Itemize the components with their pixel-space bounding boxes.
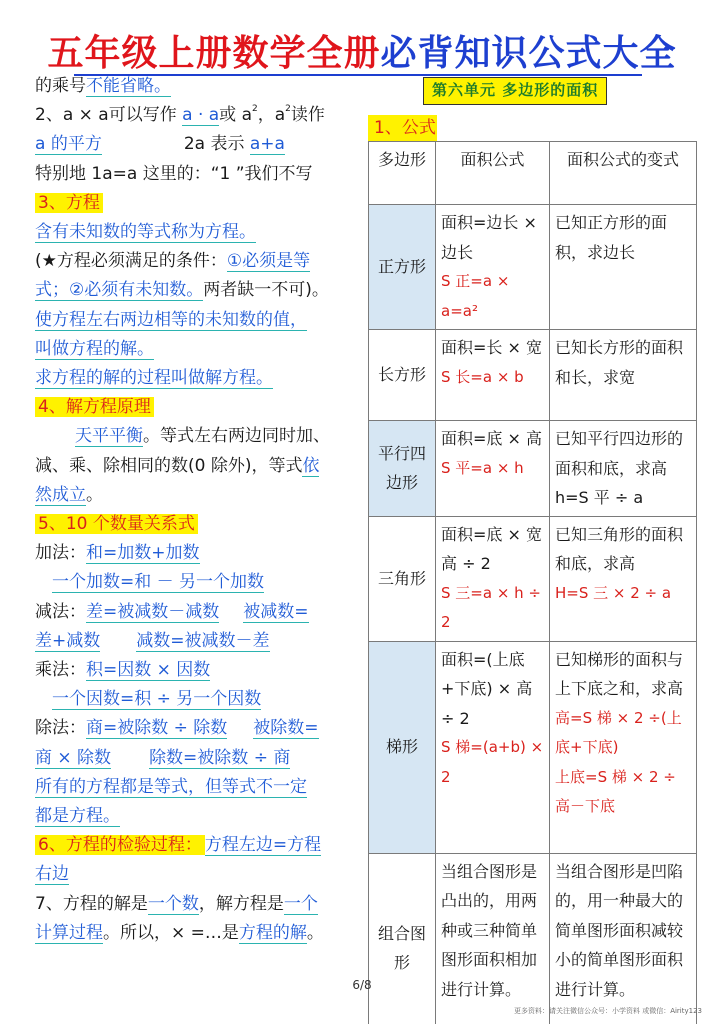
underlined-text: a 的平方 xyxy=(35,134,102,155)
underlined-text: 计算过程 xyxy=(35,922,103,943)
underlined-text: 一个因数=积 ÷ 另一个因数 xyxy=(52,689,262,710)
footer-note: 更多资料：请关注微信公众号：小学资料 或微信：Airity123 xyxy=(513,1007,702,1015)
text: 。 xyxy=(306,922,324,943)
unit-6-heading: 第六单元 多边形的面积 xyxy=(423,77,607,105)
area-formula-table xyxy=(368,141,697,1024)
line-26 xyxy=(35,802,353,831)
underlined-text: 都是方程。 xyxy=(35,806,120,827)
table-row xyxy=(369,516,697,641)
line-12 xyxy=(35,393,353,422)
row-formula xyxy=(436,205,550,330)
line-20 xyxy=(35,627,353,656)
text: 2、 xyxy=(35,105,63,126)
line-27 xyxy=(35,831,353,860)
underlined-text: 被除数= xyxy=(253,718,319,739)
formula-text: 面积=边长 × 边长 xyxy=(441,213,537,262)
line-22 xyxy=(35,685,353,714)
text: 减法： xyxy=(35,601,86,622)
table-row xyxy=(369,205,697,330)
row-shape: 平行四边形 xyxy=(369,421,436,517)
text: 乘法： xyxy=(35,660,86,681)
formula-symbolic: S 三=a × h ÷ 2 xyxy=(441,583,541,631)
text: a × a xyxy=(62,105,109,126)
row-variant: 已知正方形的面积，求边长 xyxy=(550,205,697,330)
line-3 xyxy=(35,130,353,159)
table-header-row xyxy=(369,142,697,205)
section-4-heading: 4、解方程原理 xyxy=(35,397,154,417)
formula-text: 面积=长 × 宽 xyxy=(441,338,542,357)
underlined-text: 式；②必须有未知数。 xyxy=(35,280,204,301)
underlined-text: 然成立 xyxy=(35,484,86,505)
formula-symbolic: S 长=a × b xyxy=(441,367,524,386)
line-30 xyxy=(35,919,353,948)
line-17 xyxy=(35,539,353,568)
text: ，a xyxy=(257,105,286,126)
underlined-text: 商 × 除数 xyxy=(35,747,112,768)
text: 除法： xyxy=(35,718,86,739)
line-19 xyxy=(35,598,353,627)
underlined-text: 使方程左右两边相等的未知数的值， xyxy=(35,309,307,330)
formula-text: 面积=底 × 高 xyxy=(441,429,542,448)
underlined-text: 叫做方程的解。 xyxy=(35,338,154,359)
formula-symbolic: S 平=a × h xyxy=(441,458,524,477)
text: 或 a xyxy=(219,105,252,126)
row-formula xyxy=(436,641,550,853)
left-column xyxy=(35,72,353,948)
line-16 xyxy=(35,510,353,539)
text: ，解方程是 xyxy=(198,893,284,914)
variant-text: 已知三角形的面积和底，求高 xyxy=(555,524,684,573)
row-variant xyxy=(550,641,697,853)
row-formula: 当组合图形是凸出的，用两种或三种简单图形面积相加进行计算。 xyxy=(436,853,550,1024)
underlined-text: 商=被除数 ÷ 除数 xyxy=(86,718,228,739)
title-part-1: 五年级上册数学全册 xyxy=(47,32,381,74)
underlined-text: 一个加数=和 － 另一个加数 xyxy=(52,572,265,593)
text: 加法： xyxy=(35,543,86,564)
text: 。 xyxy=(86,484,103,505)
superscript: 2 xyxy=(252,103,258,114)
row-variant xyxy=(550,516,697,641)
line-15 xyxy=(35,481,353,510)
underlined-text: 方程的解 xyxy=(238,922,307,943)
section-3-heading: 3、方程 xyxy=(35,193,103,213)
underlined-text: 求方程的解的过程叫做解方程。 xyxy=(35,368,273,389)
formula-symbolic: S 梯=(a+b) × 2 xyxy=(441,738,544,786)
formula-text: 面积=底 × 宽高 ÷ 2 xyxy=(441,524,542,573)
row-shape: 长方形 xyxy=(369,330,436,421)
underlined-text: 依 xyxy=(302,455,320,476)
variant-formula: 高=S 梯 × 2 ÷(上底+下底) xyxy=(555,708,682,756)
table-row xyxy=(369,330,697,421)
line-13 xyxy=(35,422,353,451)
section-5-heading: 5、10 个数量关系式 xyxy=(35,514,198,534)
variant-text: 已知梯形的面积与上下底之和，求高 xyxy=(555,649,684,698)
text: 。所以，× =…是 xyxy=(103,922,239,943)
underlined-text: 一个数 xyxy=(147,893,199,914)
underlined-text: 不能省略。 xyxy=(86,76,171,96)
text: 减、乘、除相同的数(0 除外)，等式 xyxy=(35,455,303,476)
line-25 xyxy=(35,773,353,802)
variant-formula: H=S 三 × 2 ÷ a xyxy=(555,583,672,602)
underlined-text: 含有未知数的等式称为方程。 xyxy=(35,222,256,243)
variant-formula: 上底=S 梯 × 2 ÷ 高－下底 xyxy=(555,767,676,815)
underlined-text: 减数=被减数－差 xyxy=(136,630,270,651)
row-shape: 梯形 xyxy=(369,641,436,853)
table-row xyxy=(369,853,697,1024)
header-formula: 面积公式 xyxy=(436,142,550,205)
underlined-text: a+a xyxy=(249,134,285,155)
underlined-text: 天平平衡 xyxy=(75,426,143,447)
formula-text: 面积=(上底+下底) × 高 ÷ 2 xyxy=(441,649,533,728)
line-18 xyxy=(35,568,353,597)
text: 7、方程的解是 xyxy=(35,893,148,914)
line-8 xyxy=(35,276,353,305)
title-part-2: 必背知识公式大全 xyxy=(380,32,677,74)
line-1 xyxy=(35,72,353,101)
row-shape: 三角形 xyxy=(369,516,436,641)
underlined-text: 差=被减数－减数 xyxy=(86,601,220,622)
line-10 xyxy=(35,335,353,364)
row-shape: 组合图形 xyxy=(369,853,436,1024)
line-6 xyxy=(35,218,353,247)
formula-heading: 1、公式 xyxy=(368,115,437,141)
underlined-text: ①必须是等 xyxy=(226,251,311,272)
text: 读作 xyxy=(290,105,325,126)
table-row xyxy=(369,641,697,853)
formula-symbolic: S 正=a × a=a² xyxy=(441,272,510,320)
header-variant: 面积公式的变式 xyxy=(550,142,697,205)
underlined-text: 方程左边=方程 xyxy=(204,835,322,856)
line-9 xyxy=(35,306,353,335)
row-formula xyxy=(436,516,550,641)
table-row xyxy=(369,421,697,517)
line-4: 特别地 1a=a 这里的：“1 ”我们不写 xyxy=(35,163,313,184)
page-title xyxy=(0,30,724,76)
page-number: 6/8 xyxy=(352,978,372,992)
text: 的乘号 xyxy=(35,76,86,96)
text: 。等式左右两边同时加、 xyxy=(143,426,330,447)
underlined-text: 右边 xyxy=(35,864,69,885)
underlined-text: 被减数= xyxy=(243,601,309,622)
underlined-text: 除数=被除数 ÷ 商 xyxy=(149,747,291,768)
underlined-text: 积=因数 × 因数 xyxy=(86,660,211,681)
line-24 xyxy=(35,744,353,773)
row-variant: 已知平行四边形的面积和底，求高 h=S 平 ÷ a xyxy=(550,421,697,517)
row-variant: 当组合图形是凹陷的，用一种最大的简单图形面积减较小的简单图形面积进行计算。 xyxy=(550,853,697,1024)
line-29 xyxy=(35,890,353,919)
underlined-text: 和=加数+加数 xyxy=(86,543,200,564)
text: (★方程必须满足的条件： xyxy=(35,251,227,272)
row-shape: 正方形 xyxy=(369,205,436,330)
line-14 xyxy=(35,452,353,481)
text: 两者缺一不可)。 xyxy=(203,280,329,301)
line-11 xyxy=(35,364,353,393)
line-2 xyxy=(35,101,353,130)
underlined-text: 所有的方程都是等式，但等式不一定 xyxy=(35,776,307,797)
underlined-text: a · a xyxy=(182,105,220,126)
text: 可以写作 xyxy=(108,105,177,126)
line-7 xyxy=(35,247,353,276)
line-23 xyxy=(35,714,353,743)
line-5 xyxy=(35,189,353,218)
row-formula xyxy=(436,421,550,517)
underlined-text: 一个 xyxy=(283,893,318,914)
superscript: 2 xyxy=(285,103,291,114)
text: 2a 表示 xyxy=(183,134,245,155)
section-6-heading: 6、方程的检验过程： xyxy=(35,835,205,855)
underlined-text: 差+减数 xyxy=(35,630,101,651)
line-21 xyxy=(35,656,353,685)
row-variant: 已知长方形的面积和长，求宽 xyxy=(550,330,697,421)
header-shape: 多边形 xyxy=(369,142,436,205)
row-formula xyxy=(436,330,550,421)
line-28 xyxy=(35,860,353,889)
